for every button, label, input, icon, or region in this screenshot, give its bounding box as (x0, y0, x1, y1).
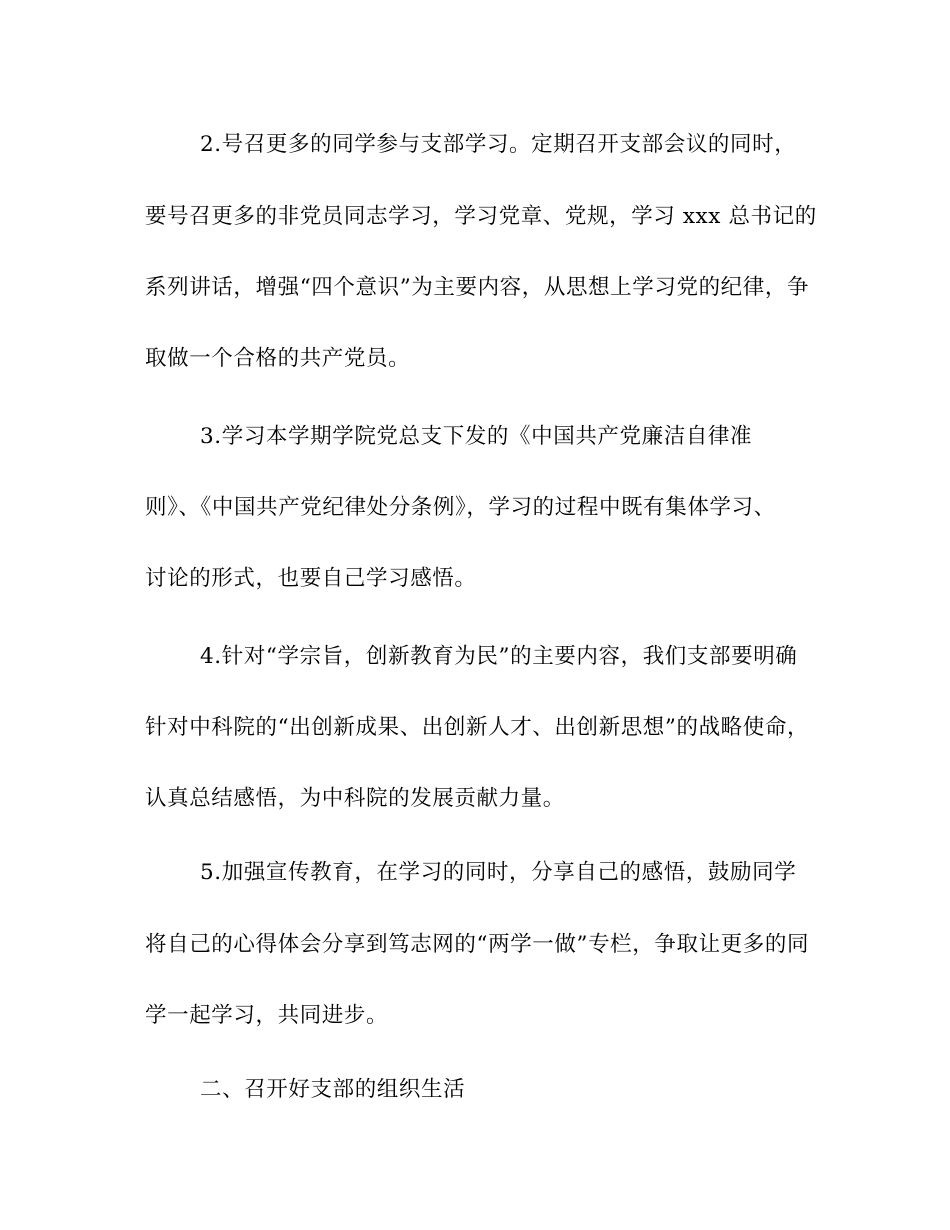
paragraph-5-line-1: 5.加强宣传教育，在学习的同时，分享自己的感悟，鼓励同学 (200, 860, 797, 885)
paragraph-4-line-1: 4.针对“学宗旨，创新教育为民”的主要内容，我们支部要明确 (200, 644, 798, 669)
paragraph-4-line-2: 针对中科院的“出创新成果、出创新人才、出创新思想”的战略使命， (145, 715, 810, 740)
paragraph-2-line-4: 取做一个合格的共产党员。 (145, 346, 411, 371)
paragraph-2-line-1: 2.号召更多的同学参与支部学习。定期召开支部会议的同时， (200, 132, 797, 157)
paragraph-2-line-3: 系列讲话，增强“四个意识”为主要内容，从思想上学习党的纪律，争 (145, 275, 810, 300)
paragraph-3-line-1: 3.学习本学期学院党总支下发的《中国共产党廉洁自律准 (200, 424, 753, 449)
paragraph-5-line-3: 学一起学习，共同进步。 (145, 1003, 389, 1028)
paragraph-4-line-3: 认真总结感悟，为中科院的发展贡献力量。 (145, 786, 565, 811)
paragraph-2-line-2: 要号召更多的非党员同志学习，学习党章、党规，学习 xxx 总书记的 (145, 204, 817, 229)
paragraph-5-line-2: 将自己的心得体会分享到笃志网的“两学一做”专栏，争取让更多的同 (145, 932, 810, 957)
section-heading: 二、召开好支部的组织生活 (200, 1077, 466, 1102)
paragraph-3-line-3: 讨论的形式，也要自己学习感悟。 (145, 566, 477, 591)
paragraph-3-line-2: 则》、《中国共产党纪律处分条例》，学习的过程中既有集体学习、 (145, 495, 776, 520)
